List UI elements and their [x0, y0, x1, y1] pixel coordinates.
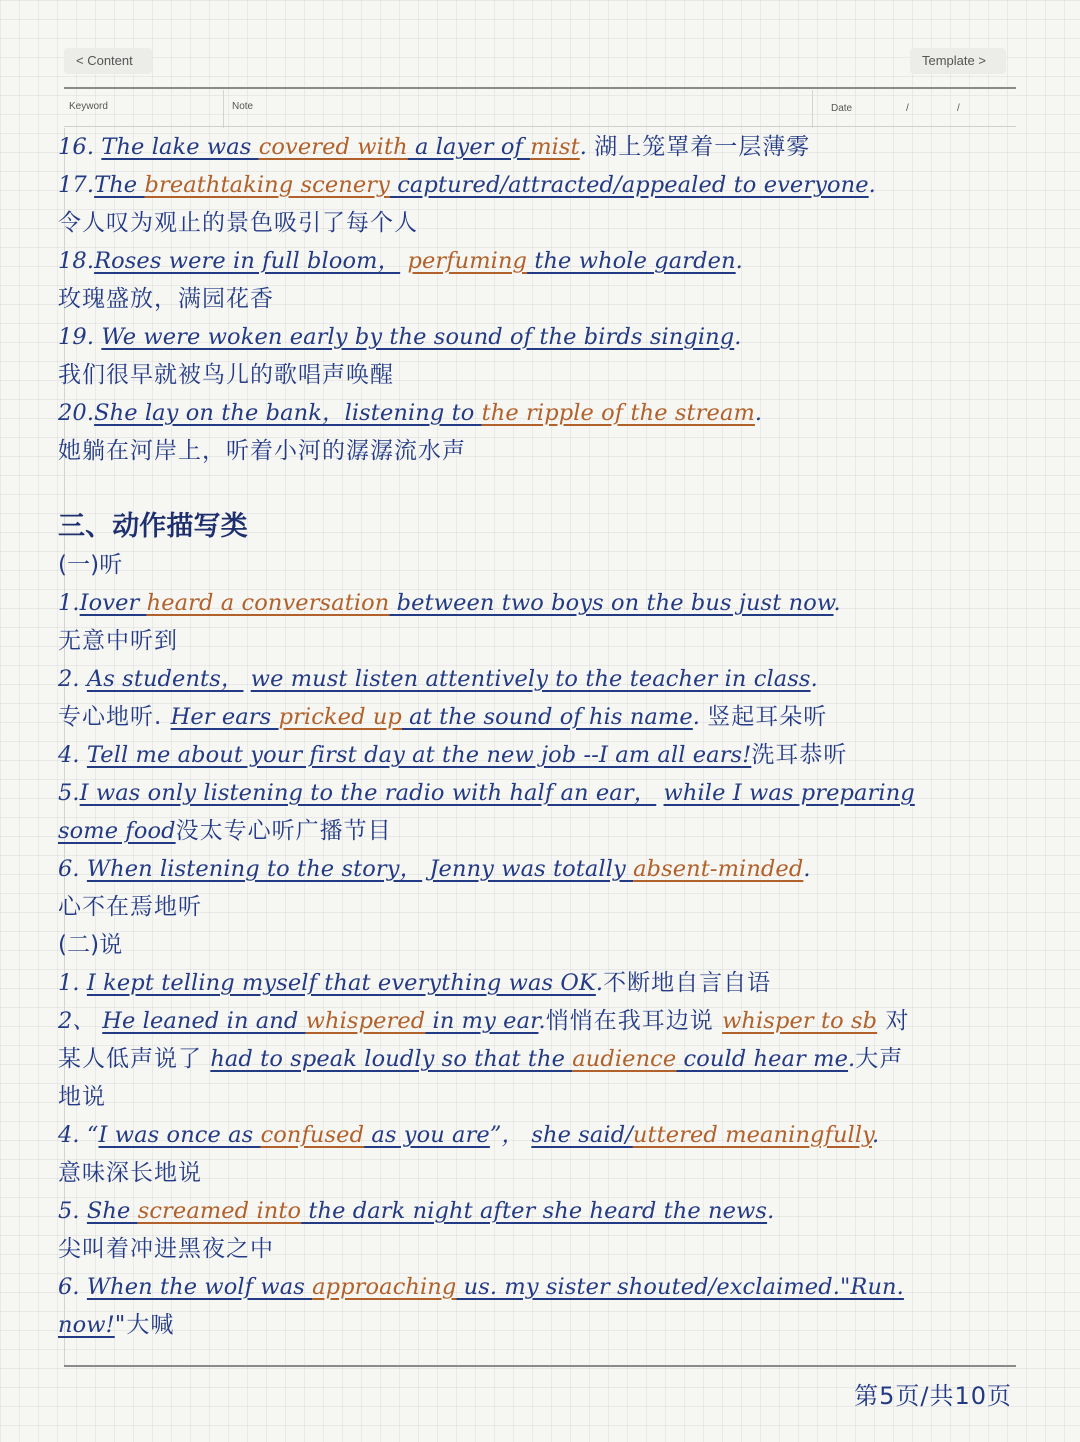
- note-line: [58, 1230, 1048, 1268]
- date-label: Date: [831, 103, 853, 114]
- chinese-translation: 悄悄在我耳边说: [545, 1008, 723, 1034]
- chinese-translation: 意味深长地说: [58, 1160, 202, 1186]
- sentence-text: We were woken early by the sound of the birds singing: [101, 324, 735, 350]
- sentence-text: 16.: [58, 134, 102, 160]
- sentence-text: .: [734, 324, 742, 350]
- note-line: [58, 736, 1048, 774]
- sentence-text: The lake was: [101, 134, 259, 160]
- sentence-text: 20.: [58, 400, 95, 426]
- sentence-text: could hear me: [676, 1046, 849, 1072]
- sentence-text: 17.: [58, 172, 95, 198]
- note-line: [58, 242, 1048, 280]
- sentence-text: captured/attracted/appealed to everyone: [389, 172, 869, 198]
- sentence-text: Iover: [79, 590, 147, 616]
- key-phrase: absent-minded: [633, 856, 804, 882]
- chinese-translation: 她躺在河岸上，听着小河的潺潺流水声: [58, 438, 466, 464]
- content-back-button[interactable]: < Content: [64, 48, 152, 74]
- sentence-text: at the sound of his name: [401, 704, 693, 730]
- sentence-text: the whole garden: [527, 248, 736, 274]
- sentence-text: 2.: [58, 666, 87, 692]
- sentence-text: 1.: [58, 970, 87, 996]
- sentence-text: we must listen attentively to the teacher in class: [250, 666, 811, 692]
- note-line: [58, 698, 1048, 736]
- date-separator: /: [906, 103, 909, 114]
- key-phrase: covered with: [258, 134, 408, 160]
- sentence-text: .: [833, 590, 841, 616]
- sentence-text: .: [754, 400, 763, 426]
- chinese-translation: 大声: [855, 1046, 904, 1072]
- note-body: [58, 128, 1048, 1344]
- sentence-text: 6.: [58, 856, 87, 882]
- sentence-text: 4.: [58, 742, 87, 768]
- sentence-text: .: [871, 1122, 880, 1148]
- chinese-translation: 对: [877, 1008, 910, 1034]
- note-line: [58, 660, 1048, 698]
- sentence-text: ”，: [489, 1122, 532, 1148]
- key-phrase: mist: [530, 134, 580, 160]
- sentence-text: [243, 666, 250, 692]
- sentence-text: as you are: [364, 1122, 490, 1148]
- chinese-translation: 令人叹为观止的景色吸引了每个人: [58, 210, 418, 236]
- note-line: [58, 166, 1048, 204]
- sentence-text: .: [803, 856, 811, 882]
- key-phrase: breathtaking scenery: [144, 172, 390, 198]
- key-phrase: screamed into: [137, 1198, 302, 1224]
- sentence-text: 三、动作描写类: [58, 511, 248, 542]
- chinese-translation: 我们很早就被鸟儿的歌唱声唤醒: [58, 362, 394, 388]
- sentence-text: I was only listening to the radio with half an ear，: [79, 780, 657, 806]
- sentence-text: She: [86, 1198, 138, 1224]
- sentence-text: between two boys on the bus just now: [389, 590, 834, 616]
- note-line: [58, 774, 1048, 812]
- sentence-text: 1.: [58, 590, 80, 616]
- chinese-translation: "大喊: [114, 1312, 175, 1338]
- sentence-text: .: [538, 1008, 546, 1034]
- chinese-translation: 尖叫着冲进黑夜之中: [58, 1236, 274, 1262]
- note-line: [58, 812, 1048, 850]
- chinese-translation: 湖上笼罩着一层薄雾: [594, 134, 811, 160]
- key-phrase: pricked up: [278, 704, 402, 730]
- sentence-text: .: [735, 248, 743, 274]
- sentence-text: had to speak loudly so that the: [210, 1046, 573, 1072]
- sentence-text: .: [767, 1198, 775, 1224]
- header-top-rule: [64, 87, 1016, 89]
- sentence-text: some food: [58, 818, 176, 844]
- keyword-label: Keyword: [69, 101, 108, 112]
- note-line: [58, 584, 1048, 622]
- key-phrase: confused: [260, 1122, 365, 1148]
- note-line: [58, 204, 1048, 242]
- section-heading: [58, 508, 1048, 546]
- sentence-text: she said/: [531, 1122, 633, 1148]
- subsection-heading: [58, 546, 1048, 584]
- sentence-text: 19.: [58, 324, 102, 350]
- subsection-heading: [58, 926, 1048, 964]
- sentence-text: while I was preparing: [663, 780, 915, 806]
- key-phrase: whisper to sb: [722, 1008, 878, 1034]
- note-line: [58, 432, 1048, 470]
- sentence-text: Tell me about your first day at the new job --I am all ears!: [86, 742, 752, 768]
- sentence-text: now!: [58, 1312, 115, 1338]
- chinese-translation: 竖起耳朵听: [707, 704, 828, 730]
- note-line: [58, 394, 1048, 432]
- sentence-text: I kept telling myself that everything was OK: [86, 970, 596, 996]
- note-line: [58, 622, 1048, 660]
- key-phrase: approaching: [312, 1274, 457, 1300]
- blank-line: [58, 470, 1048, 508]
- sentence-text: [656, 780, 663, 806]
- sentence-text: When the wolf was: [86, 1274, 313, 1300]
- sentence-text: .: [692, 704, 708, 730]
- sentence-text: .: [848, 1046, 856, 1072]
- note-line: [58, 1078, 1048, 1116]
- key-phrase: the ripple of the stream: [481, 400, 755, 426]
- note-line: [58, 1154, 1048, 1192]
- note-line: [58, 1192, 1048, 1230]
- date-separator: /: [957, 103, 960, 114]
- sentence-text: a layer of: [407, 134, 531, 160]
- chinese-translation: 地说: [58, 1084, 106, 1110]
- chinese-translation: 不断地自言自语: [603, 970, 772, 996]
- footer-rule: [64, 1365, 1016, 1367]
- note-line: [58, 1306, 1048, 1344]
- sentence-text: Her ears: [170, 704, 279, 730]
- sentence-text: He leaned in and: [102, 1008, 306, 1034]
- note-line: [58, 1040, 1048, 1078]
- header-bottom-rule: [64, 126, 1016, 127]
- sentence-text: the dark night after she heard the news: [301, 1198, 768, 1224]
- template-button[interactable]: Template >: [910, 48, 1006, 74]
- key-phrase: uttered meaningfully: [632, 1122, 872, 1148]
- sentence-text: The: [94, 172, 145, 198]
- sentence-text: 2、: [58, 1008, 103, 1034]
- sentence-text: 5.: [58, 1198, 87, 1224]
- note-line: [58, 280, 1048, 318]
- sentence-text: (二)说: [58, 932, 123, 958]
- chinese-translation: 某人低声说了: [58, 1046, 211, 1072]
- note-line: [58, 888, 1048, 926]
- sentence-text: As students，: [86, 666, 244, 692]
- note-line: [58, 1268, 1048, 1306]
- sentence-text: When listening to the story，: [86, 856, 423, 882]
- header-divider: [223, 90, 224, 128]
- sentence-text: Jenny was totally: [429, 856, 634, 882]
- sentence-text: 4. “: [58, 1122, 99, 1148]
- sentence-text: .: [579, 134, 595, 160]
- header-divider: [812, 90, 813, 128]
- key-phrase: heard a conversation: [146, 590, 390, 616]
- note-line: [58, 850, 1048, 888]
- chinese-translation: 没太专心听广播节目: [175, 818, 392, 844]
- page-indicator: 第5页/共10页: [854, 1382, 1012, 1410]
- note-line: [58, 356, 1048, 394]
- key-phrase: whispered: [305, 1008, 426, 1034]
- chinese-translation: 专心地听.: [58, 704, 171, 730]
- note-line: [58, 1116, 1048, 1154]
- sentence-text: 5.: [58, 780, 80, 806]
- sentence-text: I was once as: [98, 1122, 261, 1148]
- sentence-text: us. my sister shouted/exclaimed."Run.: [456, 1274, 904, 1300]
- sentence-text: .: [810, 666, 818, 692]
- note-line: [58, 318, 1048, 356]
- sentence-text: .: [595, 970, 604, 996]
- chinese-translation: 无意中听到: [58, 628, 178, 654]
- chinese-translation: 洗耳恭听: [751, 742, 848, 768]
- note-line: [58, 128, 1048, 166]
- note-line: [58, 964, 1048, 1002]
- sentence-text: She lay on the bank，listening to: [94, 400, 482, 426]
- sentence-text: 6.: [58, 1274, 87, 1300]
- note-label: Note: [232, 101, 254, 112]
- sentence-text: in my ear: [425, 1008, 539, 1034]
- key-phrase: perfuming: [407, 248, 528, 274]
- chinese-translation: 玫瑰盛放，满园花香: [58, 286, 274, 312]
- key-phrase: audience: [572, 1046, 677, 1072]
- sentence-text: .: [868, 172, 876, 198]
- note-line: [58, 1002, 1048, 1040]
- sentence-text: 18.: [58, 248, 95, 274]
- chinese-translation: 心不在焉地听: [58, 894, 202, 920]
- sentence-text: (一)听: [58, 552, 123, 578]
- sentence-text: Roses were in full bloom，: [94, 248, 401, 274]
